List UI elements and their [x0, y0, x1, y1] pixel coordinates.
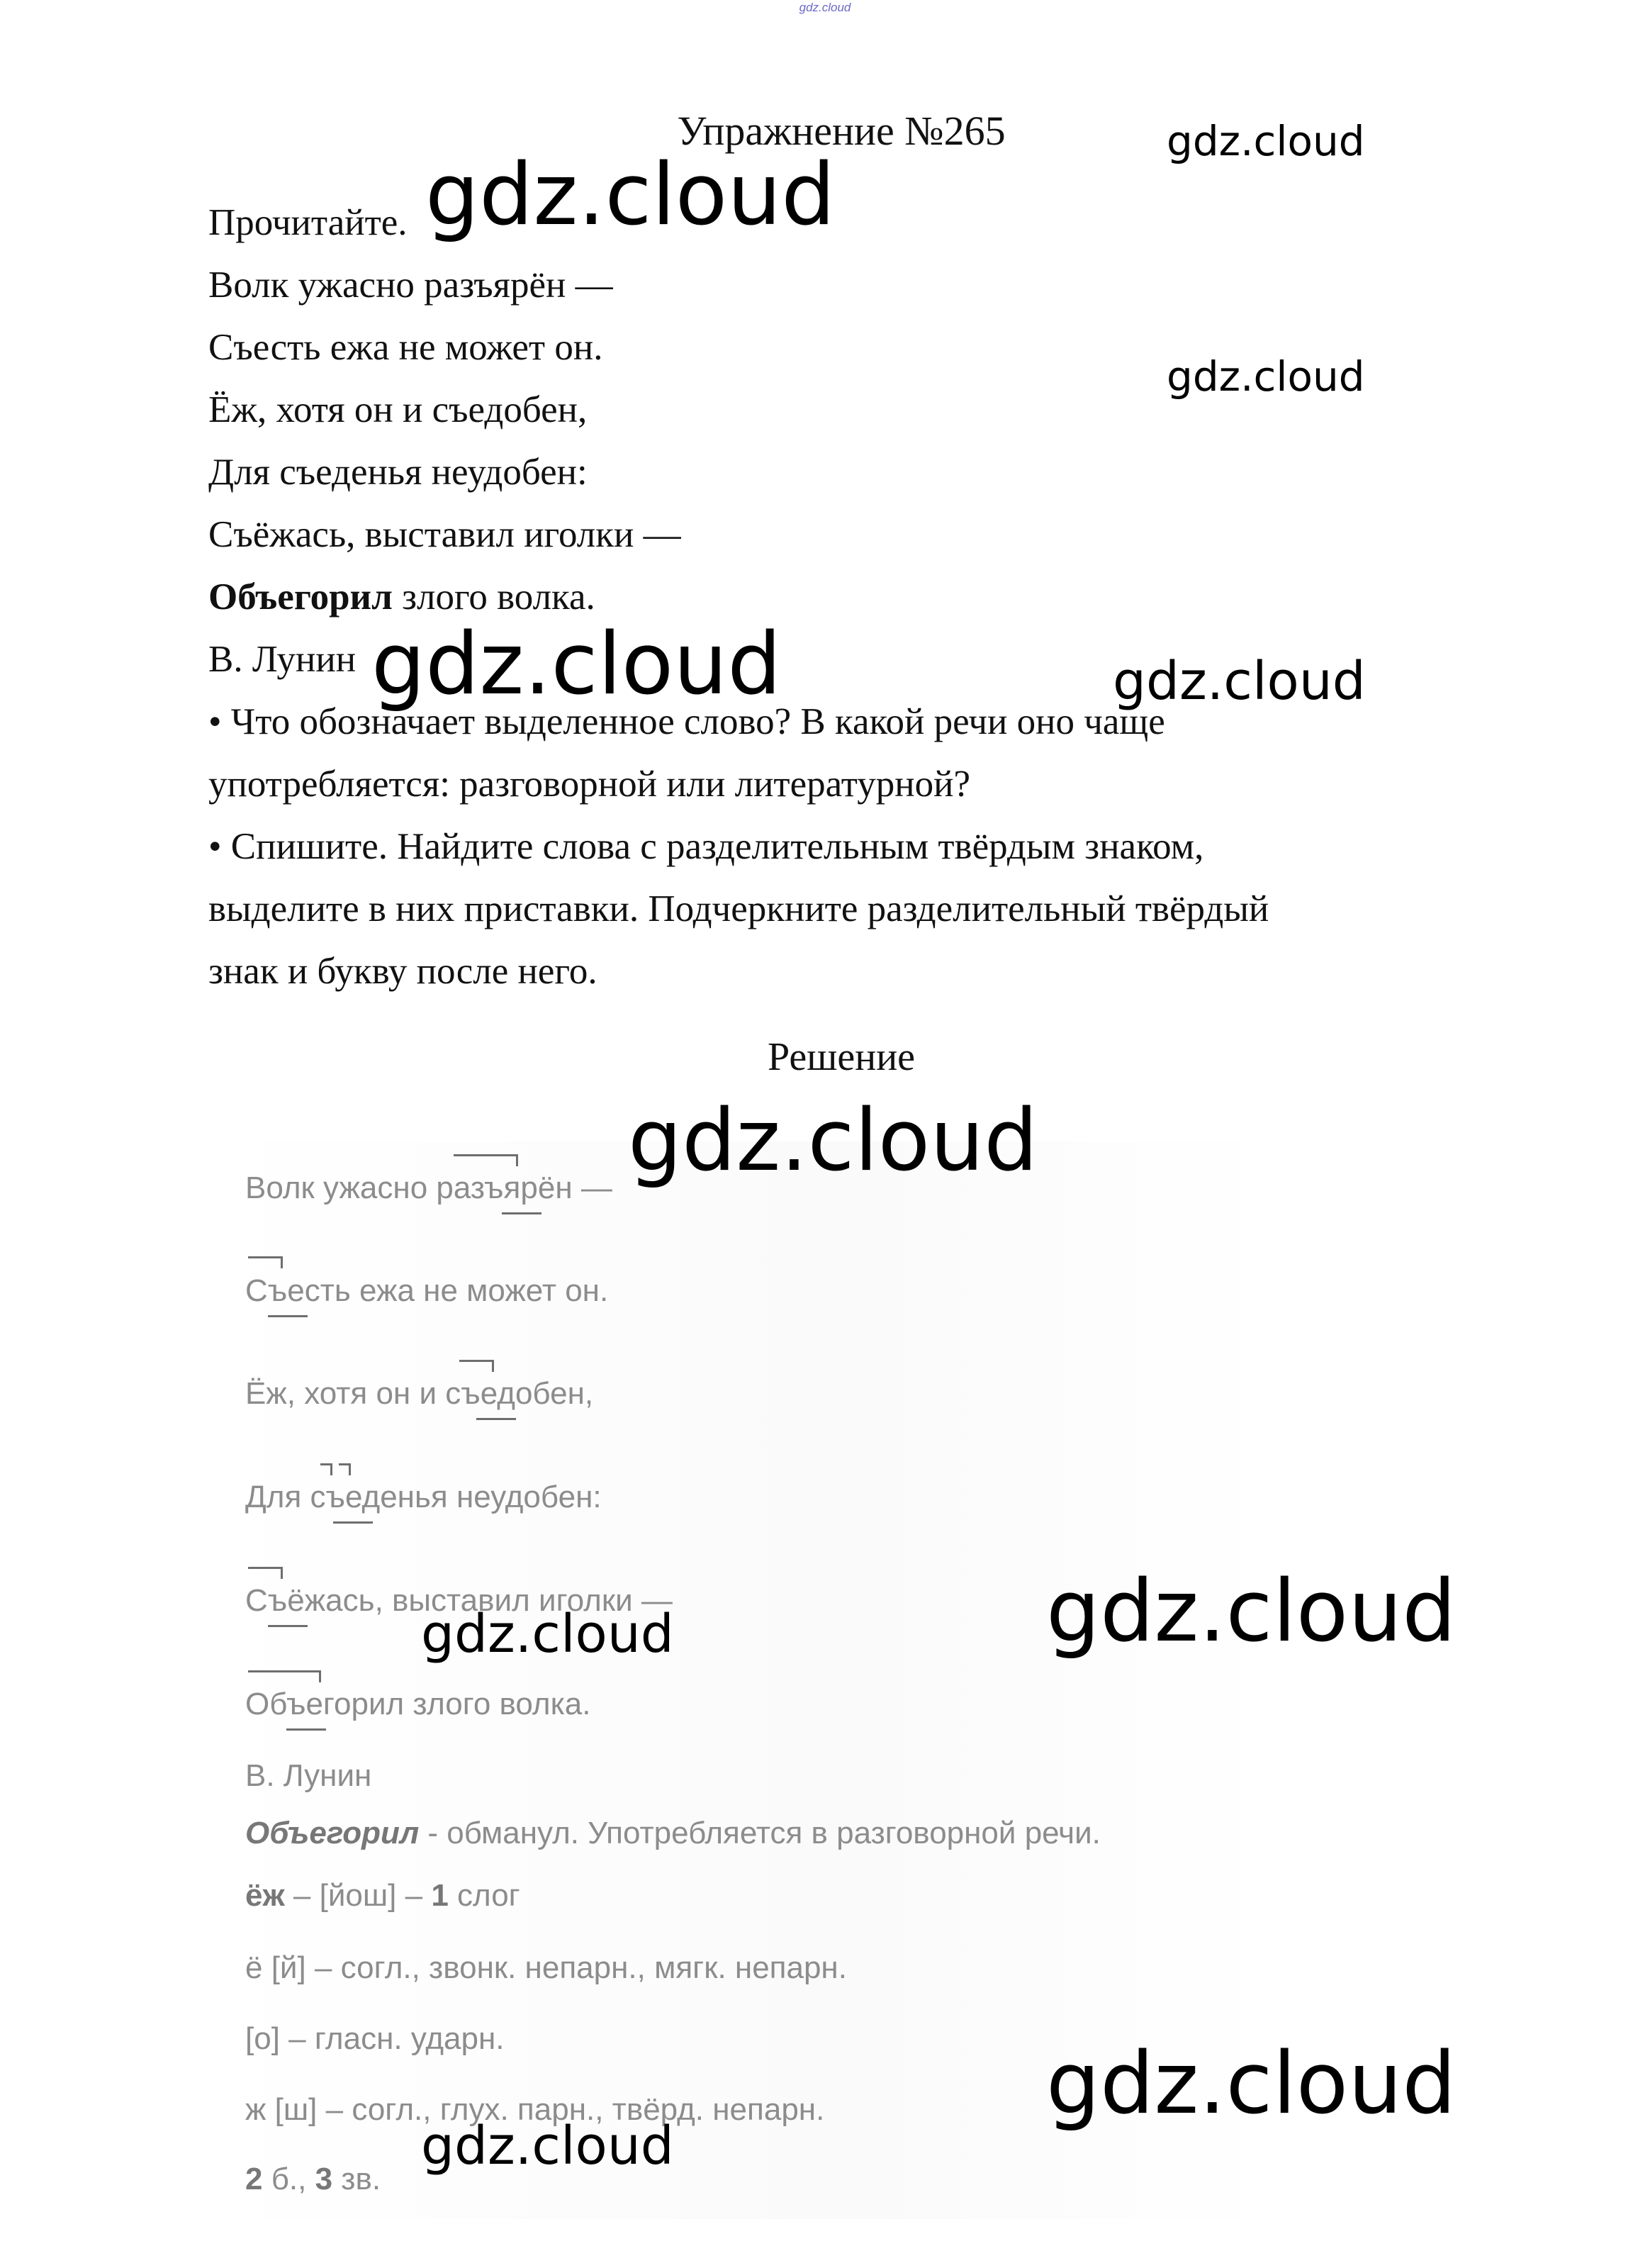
analysis-line: ё [й] – согл., звонк. непарн., мягк. непарн. — [245, 1950, 847, 1985]
solution-line: Объегорил злого волка. — [245, 1687, 591, 1721]
syllable-count: 1 — [431, 1878, 449, 1913]
solution-line: Для съеденья неудобен: — [245, 1480, 602, 1514]
question-line: выделите в них приставки. Подчеркните разделительный твёрдый — [208, 888, 1269, 929]
sounds-unit: зв. — [332, 2162, 381, 2196]
question-line: • Спишите. Найдите слова с разделительным твёрдым знаком, — [208, 826, 1204, 867]
watermark: gdz.cloud — [421, 2116, 674, 2177]
hard-sign-underline — [286, 1728, 326, 1731]
watermark: gdz.cloud — [421, 1604, 674, 1665]
letters-unit: б., — [262, 2162, 315, 2196]
letters-count: 2 — [245, 2162, 263, 2196]
site-mark: gdz.cloud — [799, 1, 851, 14]
poem-last-line-rest: злого волка. — [392, 576, 595, 618]
hard-sign-underline — [268, 1625, 308, 1627]
analysis-word: ёж — [245, 1878, 285, 1913]
solution-line: Волк ужасно разъярён — — [245, 1171, 612, 1205]
analysis-line: [о] – гласн. ударн. — [245, 2021, 505, 2056]
watermark: gdz.cloud — [1167, 117, 1365, 165]
syllable-word: слог — [448, 1878, 520, 1913]
analysis-transcription: – [йош] – — [284, 1878, 432, 1913]
prefix-mark — [248, 1567, 283, 1579]
prefix-mark — [320, 1463, 332, 1475]
prefix-mark — [454, 1154, 518, 1166]
prefix-mark — [248, 1256, 283, 1268]
watermark: gdz.cloud — [1113, 651, 1366, 712]
prefix-mark — [339, 1463, 351, 1475]
letters-sounds-count — [245, 2160, 381, 2199]
highlighted-word: Объегорил — [208, 576, 393, 618]
prefix-mark — [459, 1360, 494, 1372]
watermark: gdz.cloud — [1046, 2035, 1457, 2133]
question-line: • Что обозначает выделенное слово? В какой речи оно чаще — [208, 701, 1165, 742]
exercise-title: Упражнение №265 — [677, 108, 1006, 154]
poem-line: Для съеденья неудобен: — [208, 452, 588, 493]
poem-author: В. Лунин — [208, 639, 357, 680]
meaning-rest: - обманул. Употребляется в разговорной речи. — [419, 1816, 1101, 1850]
hard-sign-underline — [333, 1521, 373, 1524]
solution-line: Ёж, хотя он и съедобен, — [245, 1376, 594, 1411]
poem-line: Ёж, хотя он и съедобен, — [208, 389, 588, 430]
question-line: употребляется: разговорной или литературной? — [208, 764, 970, 805]
hard-sign-underline — [502, 1212, 541, 1214]
solution-line: Съесть ежа не может он. — [245, 1273, 609, 1308]
watermark: gdz.cloud — [425, 146, 836, 245]
watermark: gdz.cloud — [628, 1092, 1038, 1190]
solution-line: Съёжась, выставил иголки — — [245, 1583, 673, 1618]
hard-sign-underline — [476, 1418, 516, 1420]
prefix-mark — [248, 1670, 321, 1682]
watermark: gdz.cloud — [371, 615, 782, 714]
watermark: gdz.cloud — [1167, 352, 1365, 401]
poem-line: Волк ужасно разъярён — — [208, 264, 613, 306]
analysis-head — [245, 1876, 520, 1916]
analysis-line: ж [ш] – согл., глух. парн., твёрд. непарн. — [245, 2092, 825, 2127]
solution-title: Решение — [767, 1035, 916, 1079]
meaning-line — [245, 1814, 1101, 1853]
meaning-word: Объегорил — [245, 1816, 420, 1850]
task-block — [208, 191, 1484, 1002]
watermark: gdz.cloud — [1046, 1563, 1457, 1661]
poem-line: Съёжась, выставил иголки — — [208, 514, 681, 555]
solution-author: В. Лунин — [245, 1758, 372, 1793]
sounds-count: 3 — [315, 2162, 333, 2196]
poem-line: Съесть ежа не может он. — [208, 327, 603, 368]
hard-sign-underline — [268, 1315, 308, 1317]
task-intro: Прочитайте. — [208, 202, 408, 243]
question-line: знак и букву после него. — [208, 951, 597, 992]
